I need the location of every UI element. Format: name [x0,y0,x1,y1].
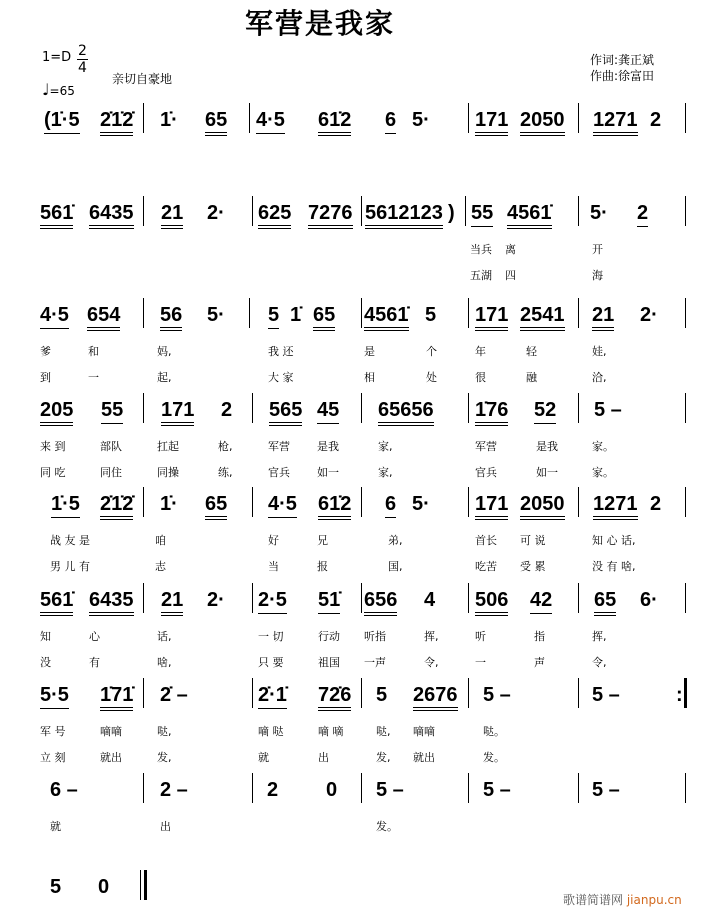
lyric-verse-1: 挥, [424,630,439,643]
lyric-verse-2: 同 吃 [40,466,66,479]
lyric-verse-2: 海 [592,269,603,282]
note-group: 625 [258,202,291,229]
note-group: 1271 [593,109,638,136]
lyric-verse-2: 受 累 [520,560,546,573]
lyric-verse-1: 知 [40,630,51,643]
bar-line [685,298,686,328]
lyric-verse-2: 就 [258,751,269,764]
lyric-verse-1: 听指 [364,630,386,643]
bar-line [685,773,686,803]
note-group: 5· [412,109,430,131]
note-group: 5· [207,304,225,326]
staff-line-4 [0,393,711,479]
bar-line [361,678,362,708]
lyric-verse-2: 发, [157,751,172,764]
lyric-verse-1: 行动 [318,630,340,643]
lyric-verse-1: 心 [89,630,100,643]
lyric-verse-1: 来 到 [40,440,66,453]
lyric-verse-1: 哒, [157,725,172,738]
bar-line [578,393,579,423]
time-signature-bottom: 4 [78,60,87,76]
note-group: 5 – [376,779,404,801]
lyric-verse-1: 首长 [475,534,497,547]
lyric-verse-2: 当 [268,560,279,573]
note-group: 5612123 [365,202,443,229]
note-group: 55 [471,202,493,227]
note-group: 1̇ [290,304,302,326]
lyric-verse-2: 官兵 [268,466,290,479]
lyric-verse-2: 男 儿 有 [50,560,90,573]
staff-line-7 [0,678,711,764]
note-group: 2 [650,493,662,515]
tempo-marking [42,80,75,99]
lyric-verse-2: 如一 [536,466,558,479]
lyric-verse-1: 咱 [155,534,166,547]
note-group: 6 [385,109,396,134]
lyric-verse-2: 如一 [317,466,339,479]
bar-line [143,196,144,226]
lyric-verse-2: 啥, [157,656,172,669]
note-group: 656 [364,589,397,616]
bar-line [578,678,579,708]
final-bar-line-thin [140,870,141,900]
note-group: 1̇· [160,493,178,515]
note-group: 56 [160,304,182,331]
bar-line [685,583,686,613]
note-group: 1̇·5 [51,493,80,518]
note-group: 42 [530,589,552,614]
note-group: 2· [207,202,225,224]
note-group: 0 [98,876,110,898]
note-group: 506 [475,589,508,616]
bar-line [143,773,144,803]
note-group: 2 – [160,779,188,801]
lyric-verse-2: 一 [475,656,486,669]
lyric-verse-1: 听 [475,630,486,643]
bar-line [143,298,144,328]
lyric-verse-1: 爹 [40,345,51,358]
bar-line [465,196,466,226]
lyric-verse-1: 当兵 [470,243,492,256]
note-group: 2·5 [258,589,287,614]
lyric-verse-2: 没 [40,656,51,669]
bar-line [361,393,362,423]
note-group: 1271 [593,493,638,520]
lyric-verse-2: 有 [89,656,100,669]
note-group: 65 [205,109,227,136]
note-group: 61̇2 [318,493,351,520]
note-group: 21 [161,202,183,229]
lyric-verse-2: 洽, [592,371,607,384]
bar-line [252,773,253,803]
final-bar-line-thick [144,870,147,900]
bar-line [143,583,144,613]
lyric-verse-1: 个 [426,345,437,358]
note-group: 0 [326,779,338,801]
note-group: 5 – [483,779,511,801]
bar-line [252,678,253,708]
note-group: 654 [87,304,120,331]
note-group: 5· [412,493,430,515]
lyric-verse-1: 军营 [475,440,497,453]
bar-line [685,103,686,133]
lyric-verse-1: 和 [88,345,99,358]
lyric-verse-2: 令, [424,656,439,669]
lyric-verse-1: 军 号 [40,725,66,738]
lyric-verse-2: 报 [317,560,328,573]
tempo-value: =65 [49,84,75,98]
note-group: 45 [317,399,339,424]
bar-line [468,583,469,613]
lyric-verse-2: 发。 [483,751,505,764]
lyric-verse-1: 妈, [157,345,172,358]
lyric-verse-1: 话, [157,630,172,643]
lyric-verse-2: 相 [364,371,375,384]
lyric-verse-2: 立 刻 [40,751,66,764]
note-group: 21 [161,589,183,616]
note-group: 52 [534,399,556,424]
note-group: 2050 [520,493,565,520]
lyric-verse-1: 战 友 是 [50,534,90,547]
bar-line [361,196,362,226]
lyric-verse-2: 家。 [592,466,614,479]
note-group: 171 [161,399,194,426]
bar-line [143,103,144,133]
watermark-url: jianpu.cn [626,893,682,907]
note-group: 2̇1̇2̇ [100,109,133,136]
lyric-verse-1: 嘀嘀 [100,725,122,738]
composer: 作曲:徐富田 [590,69,655,83]
note-group: 561̇ [40,589,73,616]
bar-line [143,678,144,708]
note-group: 6435 [89,589,134,616]
lyric-verse-1: 可 说 [520,534,546,547]
note-group: 65 [594,589,616,616]
note-group: 171 [475,109,508,136]
lyric-verse-1: 是我 [317,440,339,453]
lyric-verse-1: 哒。 [483,725,505,738]
lyric-verse-2: 祖国 [318,656,340,669]
lyric-verse-2: 声 [534,656,545,669]
lyric-verse-1: 是我 [536,440,558,453]
note-group: 2541 [520,304,565,331]
lyric-verse-2: 官兵 [475,466,497,479]
note-group: 5 [425,304,437,326]
lyric-verse-2: 处 [426,371,437,384]
lyric-verse-1: 挥, [592,630,607,643]
time-signature [77,43,88,76]
lyric-verse-2: 国, [388,560,403,573]
note-group: 2 [221,399,233,421]
staff-line-1 [0,103,711,143]
note-group: 5· [590,202,608,224]
note-group: 51̇ [318,589,340,614]
note-group: 65656 [378,399,434,426]
note-group: 561̇ [40,202,73,229]
quarter-note-icon: ♩ [42,80,50,99]
lyric-verse-2: 同操 [157,466,179,479]
lyricist: 作词:龚正斌 [590,53,655,67]
lyric-verse-1: 出 [160,820,171,833]
lyric-verse-2: 家, [378,466,393,479]
lyric-verse-1: 兄 [317,534,328,547]
note-group: 2̇ – [160,684,188,706]
watermark-site: 歌谱简谱网 [563,893,624,907]
staff-line-2 [0,196,711,282]
expression-marking: 亲切自豪地 [112,72,173,86]
song-title: 军营是我家 [244,7,395,40]
note-group: 55 [101,399,123,424]
note-group: 7276 [308,202,353,229]
lyric-verse-1: 好 [268,534,279,547]
note-group: : [676,684,683,706]
bar-line [685,487,686,517]
note-group: 4·5 [256,109,285,134]
note-group: 171 [475,493,508,520]
bar-line [468,103,469,133]
bar-line [578,773,579,803]
note-group: 5 [50,876,62,898]
bar-line [249,103,250,133]
lyric-verse-2: 出 [318,751,329,764]
bar-line [468,393,469,423]
bar-line [578,487,579,517]
bar-line [578,583,579,613]
lyric-verse-1: 娃, [592,345,607,358]
lyric-verse-1: 军营 [268,440,290,453]
note-group: 2676 [413,684,458,711]
bar-line [468,487,469,517]
staff-line-6 [0,583,711,669]
lyric-verse-1: 年 [475,345,486,358]
note-group: 1̇76 [475,399,508,426]
bar-line [252,487,253,517]
lyric-verse-2: 五湖 [470,269,492,282]
bar-line [685,393,686,423]
credits [590,52,654,84]
note-group: (1̇·5 [44,109,80,134]
lyric-verse-1: 嘀 哒 [258,725,284,738]
note-group: 6 [385,493,396,518]
lyric-verse-1: 我 还 [268,345,294,358]
note-group: 65 [205,493,227,520]
note-group: 565 [269,399,302,426]
note-group: 5 [376,684,388,706]
bar-line [578,103,579,133]
lyric-verse-1: 部队 [100,440,122,453]
note-group: 171 [475,304,508,331]
bar-line [361,773,362,803]
lyric-verse-1: 指 [534,630,545,643]
lyric-verse-1: 一 切 [258,630,284,643]
lyric-verse-2: 志 [155,560,166,573]
lyric-verse-1: 就 [50,820,61,833]
bar-line [143,393,144,423]
note-group: 2 [637,202,648,227]
lyric-verse-2: 就出 [100,751,122,764]
note-group: 2· [207,589,225,611]
lyric-verse-2: 发, [376,751,391,764]
note-group: 2̇1̇2̇ [100,493,133,520]
note-group: 4 [424,589,436,611]
bar-line [361,583,362,613]
lyric-verse-2: 到 [40,371,51,384]
lyric-verse-2: 没 有 啥, [592,560,636,573]
staff-line-8 [0,773,711,833]
lyric-verse-2: 融 [526,371,537,384]
note-group: 4561̇ [364,304,409,331]
lyric-verse-2: 就出 [413,751,435,764]
note-group: 72̇6 [318,684,351,711]
lyric-verse-1: 知 心 话, [592,534,636,547]
lyric-verse-2: 同住 [100,466,122,479]
lyric-verse-1: 弟, [388,534,403,547]
key-signature: 1=D [42,50,72,65]
note-group: 2̇·1̇ [258,684,287,709]
bar-line [252,196,253,226]
bar-line [578,196,579,226]
note-group: 4·5 [40,304,69,329]
lyric-verse-2: 一声 [364,656,386,669]
note-group: 205 [40,399,73,426]
lyric-verse-1: 发。 [376,820,398,833]
bar-line [143,487,144,517]
staff-line-3 [0,298,711,384]
lyric-verse-2: 大 家 [268,371,294,384]
note-group: 1̇71̇ [100,684,133,711]
bar-line [685,196,686,226]
note-group: 21 [592,304,614,331]
lyric-verse-2: 很 [475,371,486,384]
lyric-verse-1: 开 [592,243,603,256]
lyric-verse-2: 起, [157,371,172,384]
lyric-verse-2: 四 [505,269,516,282]
note-group: 61̇2 [318,109,351,136]
note-group: 6 – [50,779,78,801]
lyric-verse-1: 哒, [376,725,391,738]
note-group: 6435 [89,202,134,229]
bar-line [252,393,253,423]
note-group: 2· [640,304,658,326]
lyric-verse-1: 嘀嘀 [413,725,435,738]
bar-line [468,773,469,803]
note-group: 4561̇ [507,202,552,229]
note-group: 5 – [483,684,511,706]
lyric-verse-1: 轻 [526,345,537,358]
bar-line [578,298,579,328]
lyric-verse-1: 离 [505,243,516,256]
lyric-verse-2: 吃苦 [475,560,497,573]
note-group: 5 [268,304,279,329]
note-group: 5 – [592,684,620,706]
note-group: 5 – [594,399,622,421]
bar-line [468,298,469,328]
staff-line-5 [0,487,711,573]
lyric-verse-2: 一 [88,371,99,384]
repeat-bar-line [684,678,687,708]
note-group: 4·5 [268,493,297,518]
time-signature-top: 2 [78,43,87,59]
note-group: 5 – [592,779,620,801]
lyric-verse-1: 嘀 嘀 [318,725,344,738]
note-group: 65 [313,304,335,331]
lyric-verse-1: 扛起 [157,440,179,453]
bar-line [252,583,253,613]
watermark [563,891,682,908]
lyric-verse-2: 练, [218,466,233,479]
bar-line [249,298,250,328]
bar-line [468,678,469,708]
note-group: 2 [267,779,279,801]
lyric-verse-1: 家。 [592,440,614,453]
note-group: 2050 [520,109,565,136]
lyric-verse-2: 令, [592,656,607,669]
lyric-verse-1: 枪, [218,440,233,453]
lyric-verse-2: 只 要 [258,656,284,669]
note-group: 2 [650,109,662,131]
note-group: 5·5 [40,684,69,709]
bar-line [361,487,362,517]
note-group: ) [448,202,455,224]
lyric-verse-1: 是 [364,345,375,358]
note-group: 1̇· [160,109,178,131]
bar-line [361,298,362,328]
lyric-verse-1: 家, [378,440,393,453]
note-group: 6· [640,589,658,611]
